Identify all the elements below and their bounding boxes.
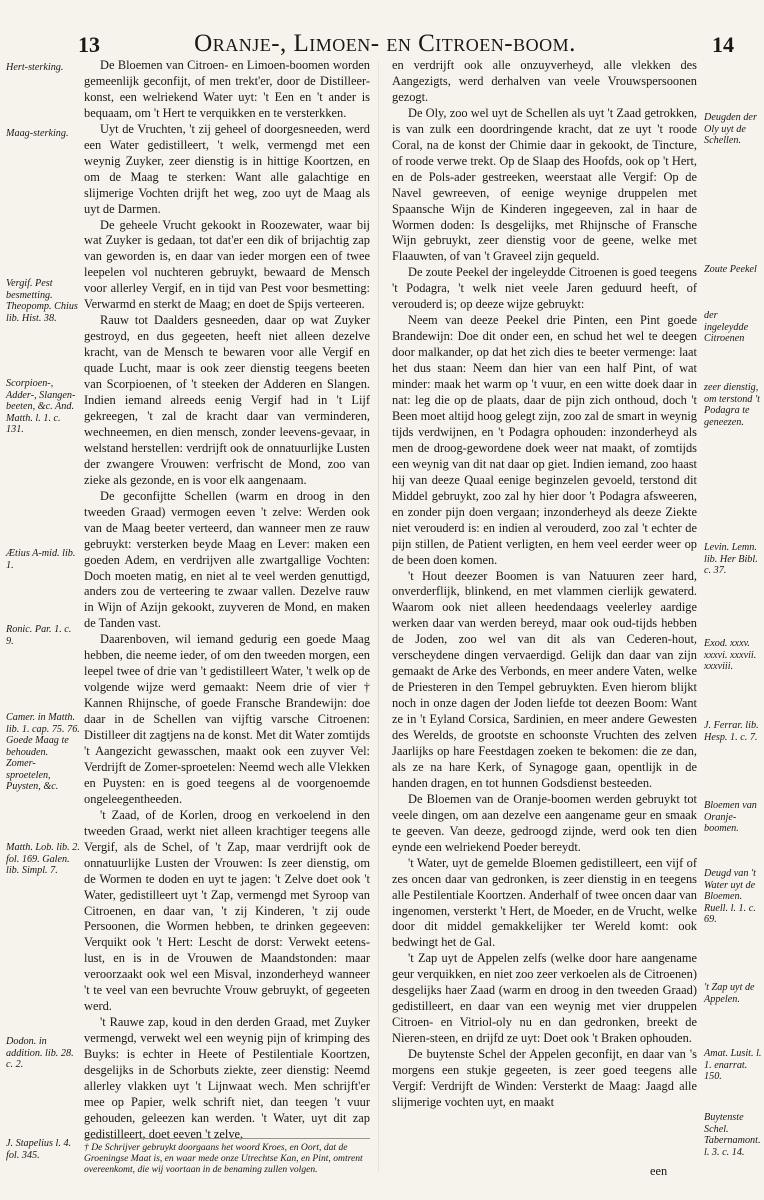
paragraph: en verdrijft ook alle onzuyverheyd, alle vlekken des Aangezigts, werd derhalven van veele Vrouwspersoonen gezogt. <box>392 58 697 104</box>
right-column <box>392 58 697 1111</box>
margin-note: der ingeleydde Citroenen <box>704 310 749 344</box>
paragraph: 't Rauwe zap, koud in den derden Graad, met Zuyker vermengd, verwekt wel een weynig pijn of krimping des Buyks: is echter in Heete of Pestilentiale Koortzen, desgelijks in de Schorbuts ziekte, zeer dienstig: Neemd allerley vlakken uyt 't Lijnwaat wech. Men schrijft'er mee op Papier, welk schrift niet, dan teegen 't vuur gehouden, geleezen kan werden. 't Water, uyt dit zap gedistilleert, doet eeven 't zelve, <box>84 1015 370 1141</box>
margin-note: Matth. Lob. lib. 2. fol. 169. Galen. lib. Simpl. 7. <box>6 842 80 876</box>
margin-note: Camer. in Matth. lib. 1. cap. 75. 76. Goede Maag te behouden. Zomer-sproetelen, Puysten, &c. <box>6 712 80 792</box>
running-header <box>0 28 764 58</box>
catchword: een <box>650 1164 668 1178</box>
page-number-left: 13 <box>78 32 100 57</box>
left-column <box>84 58 370 1143</box>
paragraph: De buytenste Schel der Appelen geconfijt, en daar van 's morgens een stukje gegeeten, is zeer goed teegens alle Vergif: Verdrijft de Winden: Versterkt de Maag: Jaagd alle slijmerige vochten uyt, en maakt <box>392 1047 697 1109</box>
paragraph: De zoute Peekel der ingeleydde Citroenen is goed teegens 't Podagra, 't welk niet veele Jaren geduurd heeft, of verouderd is; op deeze wijze gebruykt: <box>392 265 697 312</box>
margin-note: Ætius A-mid. lib. 1. <box>6 548 76 571</box>
paragraph: Rauw tot Daalders gesneeden, daar op wat Zuyker gestroyd, en dus gegeeten, heeft niet alleen dezelve kracht, van de Mensch te bewaren voor alle Vergif en quade Lucht, maar is ook zeer dienstig teegens beeten van Scorpioenen, of 't steeken der Adderen en Slangen. Indien iemand alreeds eenig Vergif had in 't Lijf gekreegen, 't zal de kracht daar van verminderen, wechneemen, en dien mensch, zonder leevens-gevaar, in welstand herstellen: verdrijft ook de onnatuurlijke Lusten der zwangere Vrouwen: verfrischt de Mond, zoo van zieke als gezonde, en is voor elk aangenaam. <box>84 313 370 487</box>
paragraph: 't Zap uyt de Appelen zelfs (welke door hare aangename geur verquikken, en niet zoo zeer verkoelen als de Citroenen) desgelijks haer Zaad (warm en droog in den tweeden Graad) gedistilleert, en daar van een weynig met vier druppelen Citroen- en Vitriol-oly nu en dan gedronken, breekt de Nieren-steen, en drijfd ze uyt: Doet ook 't Braken ophouden. <box>392 951 697 1046</box>
paragraph: De Bloemen van Citroen- en Limoen-boomen worden gemeenlijk geconfijt, of men trekt'er, door de Distilleer-konst, een welriekend Water uyt: 't Een en 't ander is bequaam, om 't Hert te verquikken en te versterkken. <box>84 58 370 120</box>
page-number-right: 14 <box>712 32 734 57</box>
margin-note: Dodon. in addition. lib. 28. c. 2. <box>6 1036 74 1070</box>
margin-note: Exod. xxxv. xxxvi. xxxvii. xxxviii. <box>704 638 757 672</box>
gutter-shadow <box>378 62 379 1172</box>
page-title: Oranje-, Limoen- en Citroen-boom. <box>194 30 576 57</box>
margin-note: Maag-sterking. <box>6 128 69 139</box>
paragraph: De geheele Vrucht gekookt in Roozewater, waar bij wat Zuyker is gedaan, tot dat'er een dik of brijachtig zap van geworden is, en daar van ieder morgen een of twee leepelen vol nuchteren gebruykt, bewaard de Mensch voor allerley Vergif, en in tijd van Pest voor besmetting: Verwarmd en sterkt de Maag; en doet de Spijs verteeren. <box>84 217 370 312</box>
paragraph: 't Zaad, of de Korlen, droog en verkoelend in den tweeden Graad, werkt niet alleen krachtiger teegens alle Vergif, als de Schel, of 't Zap, maar verdrijft ook de onnatuurlijke Lusten der Vrouwen: Is zeer dienstig, om de Wormen te doden en uyt te jagen: 't Zelve doet ook 't Water, gedistilleert uyt 't Zap, vermengd met Syroop van Citroenen, en daar van, 't zij Kinderen, 't zij oude Persoonen, die Wormen hebben, te drinken gegeeven: Verquikt ook 't Hert: Lescht de dorst: Verwekt eetens-lust, en is in de Vrouwen de Maandstonden: maar veroorzaakt ook wel een Misval, inzonderheyd wanneer 't te veel van een bevruchte Vrouw gebruykt, of gegeeten werd. <box>84 807 370 1014</box>
paragraph: Neem van deeze Peekel drie Pinten, een Pint goede Brandewijn: Doe dit onder een, en schud het wel te deegen door malkander, op dat het zich dies te beeter vermenge: laat het dus staan: Neem dan hier van een half Pint, of wat minder: maak het warm op 't vuur, en een witte doek daar in nat: leg die op de plaats, daar de pijn zich onthoud, doch 't Been moet altijd hoog gelegt zijn, zoo zal de smart in weynig tijds verdwijnen, en 't Podagra ophouden: inzonderheyd als men de droog-gewordene doek weer nat maakt, of zomtijds een weynig van dit nat daar op giet. Indien iemand, zoo haast hij van deeze Quaal eenige beginzelen gevoeld, terstond dit Middel gebruykt, zoo zal hy hier door 't Podagra afsweeren, en zonder pijn doen vergaan; inzonderheyd als deeze Ziekte niet verouderd is: en indien al verouderd, zoo zal 't echter de pijn stillen, de Patient verligten, en hem veel eerder weer op de been doen komen. <box>392 313 697 567</box>
margin-note: Buytenste Schel. Tabernamont. l. 3. c. 14. <box>704 1112 761 1158</box>
margin-note: Deugden der Oly uyt de Schellen. <box>704 112 757 146</box>
margin-note: Deugd van 't Water uyt de Bloemen. Ruell. l. 1. c. 69. <box>704 868 756 925</box>
footnote: † De Schrijver gebruykt doorgaans het woord Kroes, en Oort, dat de Groeningse Maat is, en waar mede onze Utrechtse Kan, en Pint, omtrent overeenkomt, die wij voortaan in de benaming zullen volgen. <box>84 1138 370 1175</box>
paragraph: 't Hout deezer Boomen is van Natuuren zeer hard, onverderflijk, blinkend, en met vlammen cierlijk gewaterd. Waarom ook niet alleen heedendaags veelerley aardige werken daar van werden bereyd, maar ook oud-tijds hebben de Joden, zoo wel van dit als van Cederen-hout, verscheydene dingen vervaerdigd. Gelijk dan daar van zijn gemaakt de Arke des Verbonds, en meer andere Vaten, welke de Priesteren in den Tempel gebruykten. Even hierom blijkt noch in onze dagen der Joden liefde tot deezen Boom: Want ze in 't Eyland Corsica, Sardinien, en meer andere Gewesten des Werelds, de grootste en schoonste Vruchten des zelven Jaarlijks op hare Feestdagen zoeken te bekomen: die ze dan, als ze na hare Kerk, of Synagoge gaan, opentlijk in de handen dragen, en tot hunnen Godsdienst besteeden. <box>392 568 697 790</box>
margin-note: Vergif. Pest besmetting. Theopomp. Chius lib. Hist. 38. <box>6 278 78 324</box>
margin-note: J. Stapelius l. 4. fol. 345. <box>6 1138 72 1161</box>
paragraph: De Oly, zoo wel uyt de Schellen als uyt 't Zaad getrokken, is van zulk een doordringende kracht, dat ze uyt 't roode Coral, na de konst der Chimie daar in gekookt, de Tincture, of roode verwe trekt. Op de Slaap des Hoofds, ook op 't Hert, en de Pols-ader gestreeken, weerstaat alle Vergif: Op de Navel gewreeven, of eenige weynige druppelen met Spaansche Wijn de Kinderen ingegeeven, zal in haar de Wormen doden: Is desgelijks, met Rhijnsche of Fransche Wijn gebruykt, zeer dienstig voor de geene, welke met Flaauwten, of van 't Graveel zijn gequeld. <box>392 105 697 264</box>
margin-note: Zoute Peekel <box>704 264 757 275</box>
margin-note: Hert-sterking. <box>6 62 64 73</box>
paragraph: Daarenboven, wil iemand gedurig een goede Maag hebben, die neeme ieder, of om den tweeden morgen, een leepel twee of drie van 't gedistilleert Water, 't welk op de volgende wijze werd gemaakt: Neem drie of vier † Kannen Rhijnsche, of goede Fransche Brandewijn: doe daar in de Schellen van vijftig varsche Citroenen: Distilleer dit zagtjens na de konst. Met dit Water zomtijds 't Aangezicht gewasschen, maakt ook een zuyver Vel: Verdrijft de Zomer-sproetelen: Neemd wech alle Vlekken en Puysten: en is goed teegens al de voorgenoemde ongeleegentheeden. <box>84 632 370 806</box>
paragraph: De geconfijtte Schellen (warm en droog in den tweeden Graad) vermogen eeven 't zelve: Werden ook van de Maag beeter verteerd, dan wanneer men ze rauw gebruykt: versterken beyde Maag en Lever: maken een goeden Adem, en verdrijven alle zwartgallige Vochten: Doch moeten matig, en niet al te veel werden genuttigd, anders zou de verteering te zwaar vallen. Dezelve rauw in Wijn of Azijn gekookt, zuyveren de Mond, en maken de Tanden vast. <box>84 488 370 631</box>
paragraph: 't Water, uyt de gemelde Bloemen gedistilleert, een vijf of zes oncen daar van gedronken, is zeer dienstig in en teegens alle Pestilentiale Koortzen. Anderhalf of twee oncen daar van ingenomen, versterkt 't Hert, de Moeder, en de Vrucht, welke door dit middel gemakkelijker ter Wereld komt: ook bedwingt het de Gal. <box>392 855 697 950</box>
margin-note: Bloemen van Oranje-boomen. <box>704 800 757 834</box>
paragraph: De Bloemen van de Oranje-boomen werden gebruykt tot veele dingen, om aan dezelve een aangename geur en smaak te geeven. Van deeze, gedroogd zijnde, werd ook ten dien eynde een welriekend Poeder bereydt. <box>392 791 697 854</box>
margin-note: Levin. Lemn. lib. Her Bibl. c. 37. <box>704 542 758 576</box>
margin-note: zeer dienstig, om terstond 't Podagra te geneezen. <box>704 382 760 428</box>
margin-note: 't Zap uyt de Appelen. <box>704 982 755 1005</box>
margin-note: Ronic. Par. 1. c. 9. <box>6 624 72 647</box>
margin-note: J. Ferrar. lib. Hesp. 1. c. 7. <box>704 720 759 743</box>
margin-note: Amat. Lusit. l. 1. enarrat. 150. <box>704 1048 762 1082</box>
margin-note: Scorpioen-, Adder-, Slangen-beeten, &c. And. Matth. l. 1. c. 131. <box>6 378 76 435</box>
paragraph: Uyt de Vruchten, 't zij geheel of doorgesneeden, werd een Water gedistilleert, 't welk, vermengd met een weynig Zuyker, zeer dienstig is in hittige Koortzen, en om de Maag te sterken: Want alle galachtige en slijmerige Vochten drijft het weg, zoo uyt de Maag als uyt de Darmen. <box>84 121 370 216</box>
